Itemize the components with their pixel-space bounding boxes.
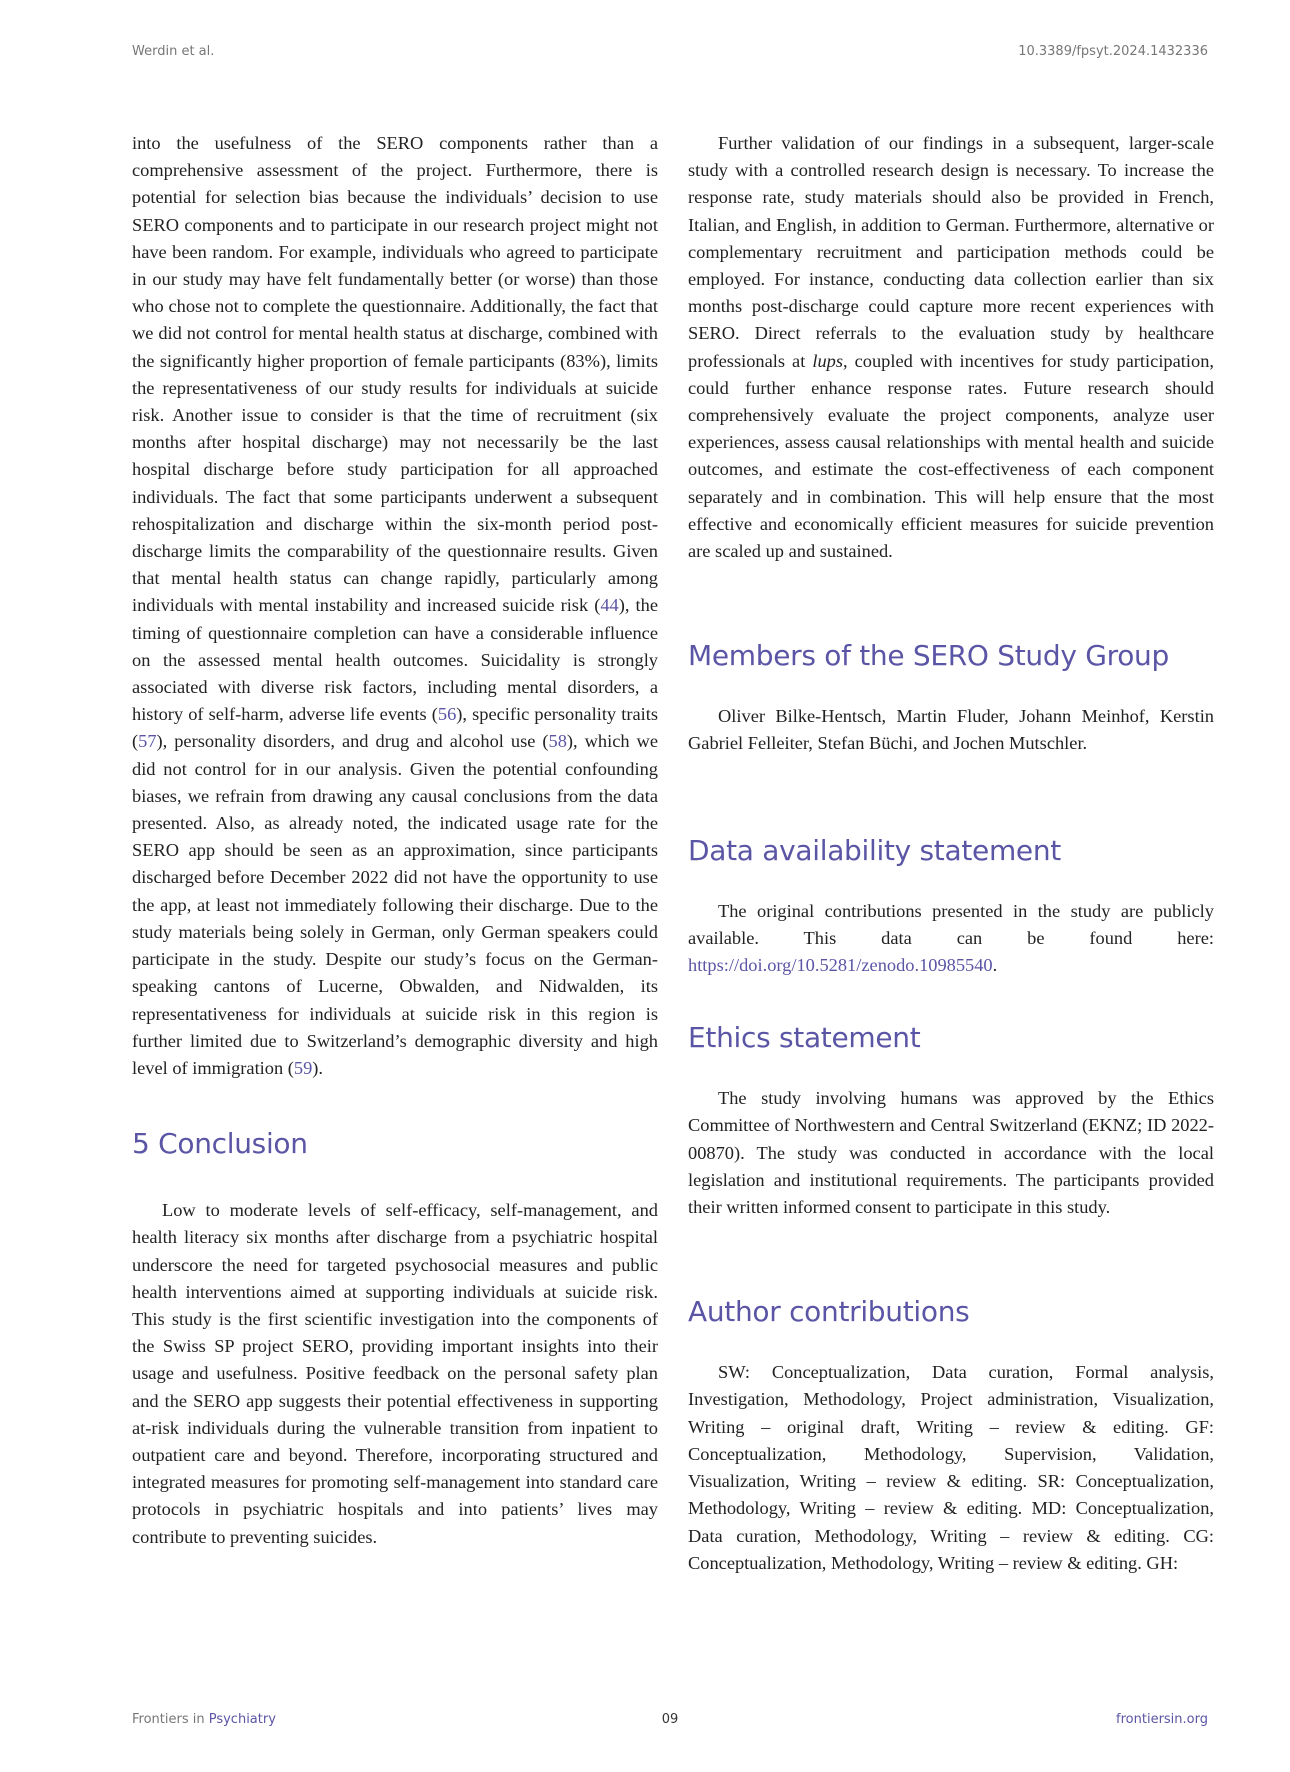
citation-link[interactable]: 56: [437, 704, 457, 725]
footer-site-link[interactable]: frontiersin.org: [1116, 1712, 1208, 1727]
running-header-authors: Werdin et al.: [132, 44, 215, 59]
right-column: [688, 130, 1214, 1577]
members-heading: Members of the SERO Study Group: [688, 639, 1169, 673]
text-run: The original contributions presented in the study are publicly available. This data can be found here:: [688, 900, 1214, 948]
citation-link[interactable]: 57: [138, 731, 157, 752]
conclusion-heading: 5 Conclusion: [132, 1127, 308, 1161]
text-run: ), specific personality traits (: [132, 704, 658, 752]
members-paragraph: Oliver Bilke-Hentsch, Martin Fluder, Johann Meinhof, Kerstin Gabriel Felleiter, Stefan Büchi, and Jochen Mutschler.: [688, 706, 1214, 754]
text-run: ), which we did not control for in our analysis. Given the potential confounding biases, we refrain from drawing any causal conclusions from the data presented. Also, as already noted, the indicated usage rate for the SERO app should be seen as an approximation, since participants discharged before December 2022 did not have the opportunity to use the app, at least not immediately following their discharge. Due to the study materials being solely in German, only German speakers could participate in the study. Despite our study’s focus on the German-speaking cantons of Lucerne, Obwalden, and Nidwalden, its representativeness for individuals at suicide risk in this region is further limited due to Switzerland’s demographic diversity and high level of immigration (: [132, 731, 659, 1078]
zenodo-doi-link[interactable]: https://doi.org/10.5281/zenodo.10985540: [688, 955, 993, 976]
footer-journal-name[interactable]: Psychiatry: [208, 1712, 276, 1727]
citation-link[interactable]: 44: [600, 595, 619, 616]
footer-journal-prefix: Frontiers in: [132, 1712, 209, 1727]
italic-text: lups: [812, 350, 844, 371]
data-availability-paragraph: [688, 898, 1214, 980]
ethics-heading: Ethics statement: [688, 1021, 921, 1055]
conclusion-paragraph: Low to moderate levels of self-efficacy, self-management, and health literacy six months after discharge from a psychiatric hospital underscore the need for targeted psychosocial measures and public health interventions aimed at supporting individuals at suicide risk. This study is the first scientific investigation into the components of the Swiss SP project SERO, providing important insights into their usage and usefulness. Positive feedback on the personal safety plan and the SERO app suggests their potential effectiveness in supporting at-risk individuals during the vulnerable transition from inpatient to outpatient care and beyond. Therefore, incorporating structured and integrated measures for promoting self-management into standard care protocols in psychiatric hospitals and into patients’ lives may contribute to preventing suicides.: [132, 1200, 658, 1547]
citation-link[interactable]: 58: [548, 731, 567, 752]
text-run: , coupled with incentives for study participation, could further enhance response rates. Future research should comprehensively evaluate the project components, analyze user experiences, assess causal relationships with mental health and suicide outcomes, and estimate the cost-effectiveness of each component separately and in combination. This will help ensure that the most effective and economically efficient measures for suicide prevention are scaled up and sustained.: [688, 350, 1214, 562]
text-run: Further validation of our findings in a subsequent, larger-scale study with a controlled research design is necessary. To increase the response rate, study materials should also be provided in French, Italian, and English, in addition to German. Furthermore, alternative or complementary recruitment and participation methods could be employed. For instance, conducting data collection earlier than six months post-discharge could capture more recent experiences with SERO. Direct referrals to the evaluation study by healthcare professionals at: [688, 133, 1214, 371]
author-contributions-paragraph: SW: Conceptualization, Data curation, Formal analysis, Investigation, Methodology, Project administration, Visualization, Writing – original draft, Writing – review & editing. GF: Conceptualization, Methodology, Supervision, Validation, Visualization, Writing – review & editing. SR: Conceptualization, Methodology, Writing – review & editing. MD: Conceptualization, Data curation, Methodology, Writing – review & editing. CG: Conceptualization, Methodology, Writing – review & editing. GH:: [688, 1362, 1214, 1573]
text-run: ), the timing of questionnaire completion can have a considerable influence on the assessed mental health outcomes. Suicidality is strongly associated with diverse risk factors, including mental disorders, a history of self-harm, adverse life events (: [132, 595, 658, 725]
validation-paragraph: [688, 130, 1214, 565]
running-header-doi: 10.3389/fpsyt.2024.1432336: [1018, 44, 1208, 59]
text-run: ).: [312, 1057, 324, 1078]
limitations-paragraph: [132, 130, 658, 1082]
text-run: .: [992, 955, 998, 976]
left-column: [132, 130, 658, 1551]
text-run: into the usefulness of the SERO components rather than a comprehensive assessment of the project. Furthermore, there is potential for selection bias because the individuals’ decision to use SERO components and to participate in our research project might not have been random. For example, individuals who agreed to participate in our study may have felt fundamentally better (or worse) than those who chose not to complete the questionnaire. Additionally, the fact that we did not control for mental health status at discharge, combined with the significantly higher proportion of female participants (83%), limits the representativeness of our study results for individuals at suicide risk. Another issue to consider is that the time of recruitment (six months after hospital discharge) may not necessarily be the last hospital discharge before study participation for all approached individuals. The fact that some participants underwent a subsequent rehospitalization and discharge within the six-month period post-discharge limits the comparability of the questionnaire results. Given that mental health status can change rapidly, particularly among individuals with mental instability and increased suicide risk (: [132, 133, 658, 616]
page-number: 09: [661, 1712, 679, 1727]
ethics-paragraph: The study involving humans was approved by the Ethics Committee of Northwestern and Central Switzerland (EKNZ; ID 2022-00870). The study was conducted in accordance with the local legislation and institutional requirements. The participants provided their written informed consent to participate in this study.: [688, 1088, 1214, 1218]
author-contributions-heading: Author contributions: [688, 1295, 970, 1329]
text-run: ), personality disorders, and drug and alcohol use (: [156, 731, 549, 752]
data-availability-heading: Data availability statement: [688, 833, 1061, 867]
citation-link[interactable]: 59: [293, 1057, 313, 1078]
